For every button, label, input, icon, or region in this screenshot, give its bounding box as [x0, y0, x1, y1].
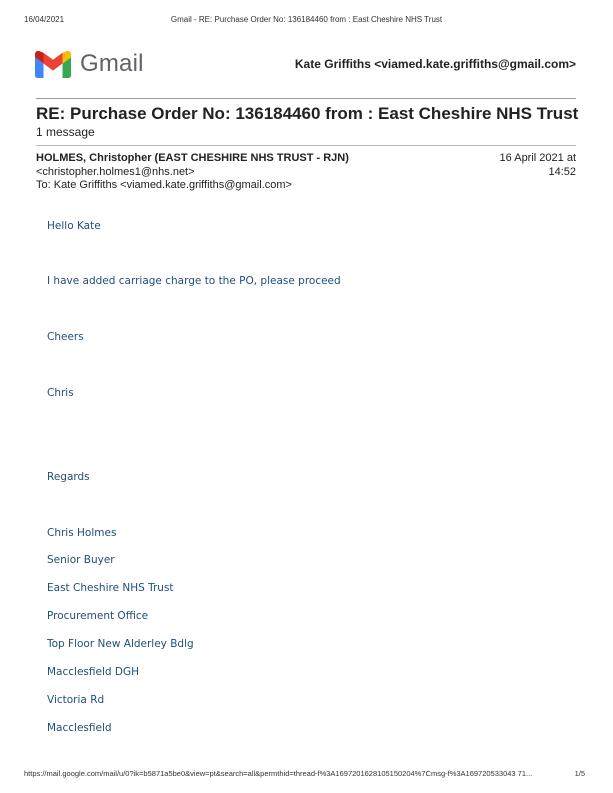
page-number: 1/5 — [574, 769, 585, 778]
signature-line: Victoria Rd — [47, 694, 105, 706]
message-date-time: 14:52 — [548, 165, 576, 178]
body-signoff: Cheers — [47, 331, 84, 343]
message-header — [36, 152, 349, 193]
signature-line: Procurement Office — [47, 610, 149, 622]
signature-line: East Cheshire NHS Trust — [47, 582, 174, 594]
message-date — [500, 152, 576, 179]
signature-line: Top Floor New Alderley Bdlg — [47, 638, 194, 650]
thread-subject: RE: Purchase Order No: 136184460 from : East Cheshire NHS Trust — [36, 104, 579, 123]
gmail-m-icon — [35, 51, 71, 78]
body-signature-name: Chris — [47, 387, 74, 399]
signature-line: Chris Holmes — [47, 527, 117, 539]
body-greeting: Hello Kate — [47, 220, 101, 232]
header-divider — [36, 98, 576, 99]
message-count: 1 message — [36, 125, 95, 139]
gmail-wordmark: Gmail — [80, 50, 144, 77]
sender-name: HOLMES, Christopher (EAST CHESHIRE NHS TRUST - RJN) — [36, 152, 349, 164]
account-label: Kate Griffiths <viamed.kate.griffiths@gmail.com> — [294, 57, 576, 71]
signature-line: Macclesfield — [47, 722, 112, 734]
print-page-title: Gmail - RE: Purchase Order No: 136184460 from : East Cheshire NHS Trust — [170, 15, 443, 24]
gmail-logo — [35, 49, 144, 79]
message-divider — [36, 145, 576, 146]
print-date: 16/04/2021 — [24, 15, 65, 24]
body-regards: Regards — [47, 471, 90, 483]
signature-line: Senior Buyer — [47, 554, 115, 566]
body-text: I have added carriage charge to the PO, please proceed — [47, 275, 341, 287]
signature-line: Macclesfield DGH — [47, 666, 139, 678]
recipient-line: To: Kate Griffiths <viamed.kate.griffiths@gmail.com> — [36, 179, 292, 191]
sender-email: <christopher.holmes1@nhs.net> — [36, 165, 195, 178]
message-date-day: 16 April 2021 at — [499, 152, 576, 164]
print-url: https://mail.google.com/mail/u/0?ik=b5871a5be0&view=pt&search=all&permthid=thread-f%3A1697201628105150204%7Cmsg-f%3A169720533043 71... — [24, 769, 533, 778]
